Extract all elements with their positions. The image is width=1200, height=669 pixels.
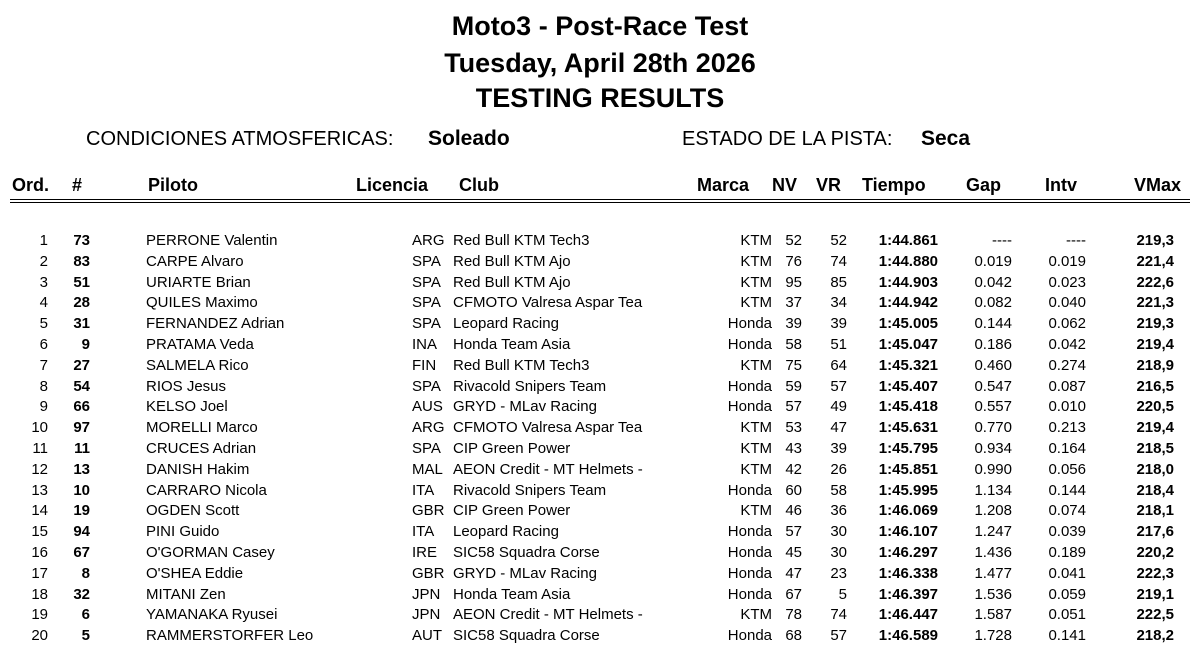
- cell-gap: 1.587: [974, 606, 1012, 624]
- header-rule-secondary: [10, 202, 1190, 203]
- cell-make: Honda: [727, 335, 772, 353]
- cell-number: 11: [74, 439, 90, 457]
- cell-intv: 0.059: [1048, 585, 1086, 603]
- cell-team: Red Bull KTM Tech3: [453, 232, 590, 249]
- cell-ord: 7: [39, 356, 48, 374]
- event-title: Moto3 - Post-Race Test: [451, 11, 749, 41]
- cell-nationality: MAL: [412, 460, 443, 478]
- header-number: #: [72, 175, 83, 195]
- cell-vr: 26: [830, 460, 847, 478]
- cell-number: 67: [73, 543, 90, 561]
- cell-gap: 0.547: [974, 377, 1012, 395]
- cell-intv: 0.010: [1048, 398, 1086, 416]
- cell-intv: 0.144: [1048, 481, 1086, 499]
- cell-rider: PERRONE Valentin: [146, 232, 278, 249]
- cell-nationality: GBR: [412, 502, 445, 520]
- cell-vr: 64: [830, 356, 847, 374]
- cell-rider: O'GORMAN Casey: [146, 543, 275, 561]
- cell-vr: 57: [830, 377, 847, 395]
- cell-ord: 15: [31, 523, 48, 541]
- cell-make: KTM: [740, 294, 772, 312]
- weather-label: CONDICIONES ATMOSFERICAS:: [86, 128, 394, 150]
- cell-time: 1:45.321: [878, 356, 938, 374]
- cell-vr: 23: [830, 564, 847, 582]
- cell-vmax: 222,6: [1136, 273, 1174, 291]
- track-label: ESTADO DE LA PISTA:: [682, 128, 893, 150]
- cell-team: AEON Credit - MT Helmets -: [453, 606, 643, 624]
- cell-make: KTM: [740, 460, 772, 478]
- cell-gap: 0.144: [974, 315, 1012, 333]
- cell-vr: 47: [830, 419, 847, 437]
- cell-intv: 0.056: [1048, 460, 1086, 478]
- cell-nationality: SPA: [412, 252, 441, 270]
- cell-rider: YAMANAKA Ryusei: [146, 606, 278, 624]
- cell-ord: 8: [39, 377, 48, 395]
- cell-vr: 51: [830, 335, 847, 353]
- cell-number: 73: [73, 232, 90, 249]
- table-row: [0, 543, 1200, 564]
- cell-number: 5: [81, 627, 90, 645]
- cell-vmax: 220,5: [1136, 398, 1174, 416]
- cell-time: 1:45.631: [878, 419, 938, 437]
- cell-make: KTM: [740, 232, 772, 249]
- cell-vmax: 217,6: [1136, 523, 1174, 541]
- cell-gap: 1.134: [974, 481, 1012, 499]
- cell-rider: KELSO Joel: [146, 398, 228, 416]
- header-ord: Ord.: [12, 175, 50, 195]
- cell-time: 1:45.851: [878, 460, 938, 478]
- cell-vmax: 218,2: [1136, 627, 1174, 645]
- cell-gap: 1.477: [974, 564, 1012, 582]
- cell-number: 32: [73, 585, 90, 603]
- cell-intv: 0.074: [1048, 502, 1086, 520]
- cell-rider: QUILES Maximo: [146, 294, 258, 312]
- cell-make: Honda: [727, 627, 772, 645]
- cell-nv: 37: [785, 294, 802, 312]
- cell-number: 94: [73, 523, 90, 541]
- cell-vmax: 216,5: [1136, 377, 1174, 395]
- cell-vr: 74: [830, 252, 847, 270]
- cell-nv: 60: [785, 481, 802, 499]
- cell-nationality: SPA: [412, 377, 441, 395]
- cell-team: Leopard Racing: [453, 523, 559, 541]
- table-row: [0, 626, 1200, 647]
- cell-intv: 0.023: [1048, 273, 1086, 291]
- header-vr: VR: [816, 175, 842, 195]
- table-row: [0, 273, 1200, 294]
- cell-ord: 13: [31, 481, 48, 499]
- cell-vr: 36: [830, 502, 847, 520]
- cell-vr: 57: [830, 627, 847, 645]
- cell-vmax: 219,3: [1136, 232, 1174, 249]
- cell-team: CIP Green Power: [453, 502, 571, 520]
- cell-number: 10: [73, 481, 90, 499]
- cell-nv: 58: [785, 335, 802, 353]
- cell-time: 1:45.047: [878, 335, 938, 353]
- cell-make: KTM: [740, 439, 772, 457]
- cell-team: Red Bull KTM Ajo: [453, 273, 571, 291]
- cell-time: 1:44.880: [878, 252, 938, 270]
- cell-nationality: SPA: [412, 294, 441, 312]
- cell-time: 1:44.861: [878, 232, 938, 249]
- table-row: [0, 522, 1200, 543]
- cell-make: KTM: [740, 606, 772, 624]
- table-row: [0, 252, 1200, 273]
- cell-gap: 0.082: [974, 294, 1012, 312]
- cell-time: 1:46.589: [878, 627, 938, 645]
- cell-vmax: 218,1: [1136, 502, 1174, 520]
- cell-ord: 6: [39, 335, 48, 353]
- cell-number: 6: [81, 606, 90, 624]
- table-row: [0, 418, 1200, 439]
- header-time: Tiempo: [862, 175, 926, 195]
- cell-rider: PINI Guido: [146, 523, 220, 541]
- cell-team: AEON Credit - MT Helmets -: [453, 460, 643, 478]
- cell-intv: 0.042: [1048, 335, 1086, 353]
- cell-gap: 0.460: [974, 356, 1012, 374]
- cell-vr: 30: [830, 543, 847, 561]
- cell-nationality: IRE: [412, 543, 438, 561]
- cell-rider: CARPE Alvaro: [146, 252, 244, 270]
- cell-nationality: GBR: [412, 564, 445, 582]
- cell-number: 83: [73, 252, 90, 270]
- cell-time: 1:45.418: [878, 398, 938, 416]
- cell-gap: 1.247: [974, 523, 1012, 541]
- cell-rider: SALMELA Rico: [146, 356, 249, 374]
- cell-gap: 0.042: [974, 273, 1012, 291]
- cell-vr: 85: [830, 273, 847, 291]
- cell-intv: 0.087: [1048, 377, 1086, 395]
- table-row: [0, 293, 1200, 314]
- cell-rider: RIOS Jesus: [146, 377, 227, 395]
- table-row: [0, 397, 1200, 418]
- cell-nationality: SPA: [412, 315, 441, 333]
- cell-nationality: INA: [412, 335, 438, 353]
- cell-make: Honda: [727, 315, 772, 333]
- table-row: [0, 605, 1200, 626]
- cell-rider: CARRARO Nicola: [146, 481, 267, 499]
- cell-number: 27: [73, 356, 90, 374]
- cell-nv: 57: [785, 523, 802, 541]
- table-row: [0, 356, 1200, 377]
- cell-ord: 19: [31, 606, 48, 624]
- table-row: [0, 564, 1200, 585]
- cell-nv: 45: [785, 543, 802, 561]
- cell-gap: 1.728: [974, 627, 1012, 645]
- cell-nationality: FIN: [412, 356, 437, 374]
- cell-number: 54: [73, 377, 90, 395]
- header-vmax: VMax: [1134, 175, 1182, 195]
- cell-vr: 30: [830, 523, 847, 541]
- cell-time: 1:45.795: [878, 439, 938, 457]
- cell-ord: 16: [31, 543, 48, 561]
- cell-nationality: ITA: [412, 481, 435, 499]
- cell-nv: 46: [785, 502, 802, 520]
- cell-nationality: JPN: [412, 585, 441, 603]
- cell-vmax: 221,3: [1136, 294, 1174, 312]
- cell-time: 1:45.407: [878, 377, 938, 395]
- cell-ord: 17: [31, 564, 48, 582]
- cell-rider: RAMMERSTORFER Leo: [146, 627, 314, 645]
- cell-number: 28: [73, 294, 90, 312]
- cell-nv: 47: [785, 564, 802, 582]
- cell-nv: 59: [785, 377, 802, 395]
- cell-vr: 39: [830, 315, 847, 333]
- cell-intv: 0.274: [1048, 356, 1086, 374]
- cell-time: 1:46.297: [878, 543, 938, 561]
- cell-make: Honda: [727, 585, 772, 603]
- cell-nationality: SPA: [412, 439, 441, 457]
- cell-number: 66: [73, 398, 90, 416]
- cell-number: 19: [73, 502, 90, 520]
- cell-vmax: 218,5: [1136, 439, 1174, 457]
- cell-team: CFMOTO Valresa Aspar Tea: [453, 419, 643, 437]
- cell-team: Red Bull KTM Ajo: [453, 252, 571, 270]
- cell-rider: O'SHEA Eddie: [146, 564, 244, 582]
- cell-team: Red Bull KTM Tech3: [453, 356, 590, 374]
- table-row: [0, 585, 1200, 606]
- cell-team: SIC58 Squadra Corse: [453, 627, 600, 645]
- cell-vmax: 219,1: [1136, 585, 1174, 603]
- cell-rider: FERNANDEZ Adrian: [146, 315, 285, 333]
- cell-team: Leopard Racing: [453, 315, 559, 333]
- cell-number: 97: [73, 419, 90, 437]
- cell-time: 1:45.005: [878, 315, 938, 333]
- cell-nv: 75: [785, 356, 802, 374]
- header-rider: Piloto: [148, 175, 198, 195]
- cell-time: 1:44.942: [878, 294, 938, 312]
- cell-nv: 67: [785, 585, 802, 603]
- cell-vr: 5: [838, 585, 847, 603]
- cell-gap: 1.208: [974, 502, 1012, 520]
- cell-team: Honda Team Asia: [453, 335, 571, 353]
- cell-intv: 0.041: [1048, 564, 1086, 582]
- cell-ord: 10: [31, 419, 48, 437]
- cell-ord: 18: [31, 585, 48, 603]
- cell-nv: 43: [785, 439, 802, 457]
- cell-rider: CRUCES Adrian: [146, 439, 257, 457]
- cell-gap: 0.557: [974, 398, 1012, 416]
- cell-rider: PRATAMA Veda: [146, 335, 254, 353]
- cell-make: Honda: [727, 398, 772, 416]
- cell-vmax: 219,4: [1136, 335, 1174, 353]
- cell-vmax: 221,4: [1136, 252, 1174, 270]
- table-row: [0, 501, 1200, 522]
- table-row: [0, 335, 1200, 356]
- cell-nv: 78: [785, 606, 802, 624]
- track-value: Seca: [921, 127, 971, 150]
- cell-vmax: 220,2: [1136, 543, 1174, 561]
- cell-number: 9: [81, 335, 90, 353]
- header-gap: Gap: [966, 175, 1002, 195]
- cell-ord: 2: [39, 252, 48, 270]
- cell-time: 1:46.447: [878, 606, 938, 624]
- table-row: [0, 481, 1200, 502]
- cell-nv: 68: [785, 627, 802, 645]
- cell-nv: 52: [785, 232, 802, 249]
- cell-nationality: AUT: [412, 627, 442, 645]
- cell-time: 1:45.995: [878, 481, 938, 499]
- cell-ord: 14: [31, 502, 48, 520]
- table-row: [0, 439, 1200, 460]
- cell-intv: 0.019: [1048, 252, 1086, 270]
- cell-make: Honda: [727, 481, 772, 499]
- cell-rider: DANISH Hakim: [146, 460, 250, 478]
- cell-intv: 0.039: [1048, 523, 1086, 541]
- cell-ord: 20: [31, 627, 48, 645]
- cell-ord: 4: [39, 294, 48, 312]
- weather-value: Soleado: [428, 127, 510, 150]
- cell-nv: 57: [785, 398, 802, 416]
- cell-time: 1:46.397: [878, 585, 938, 603]
- cell-make: KTM: [740, 502, 772, 520]
- cell-nationality: AUS: [412, 398, 443, 416]
- cell-ord: 12: [31, 460, 48, 478]
- table-row: [0, 314, 1200, 335]
- cell-nv: 76: [785, 252, 802, 270]
- cell-make: KTM: [740, 419, 772, 437]
- cell-make: KTM: [740, 252, 772, 270]
- cell-rider: MITANI Zen: [146, 585, 226, 603]
- cell-number: 51: [73, 273, 90, 291]
- cell-team: GRYD - MLav Racing: [453, 564, 597, 582]
- cell-nationality: ARG: [412, 419, 445, 437]
- cell-vr: 52: [830, 232, 847, 249]
- cell-make: Honda: [727, 377, 772, 395]
- cell-rider: OGDEN Scott: [146, 502, 240, 520]
- header-make: Marca: [697, 175, 750, 195]
- document-title: TESTING RESULTS: [475, 83, 725, 113]
- table-row: [0, 231, 1200, 252]
- cell-nationality: ARG: [412, 232, 445, 249]
- cell-intv: 0.189: [1048, 543, 1086, 561]
- cell-nationality: JPN: [412, 606, 441, 624]
- cell-time: 1:46.107: [878, 523, 938, 541]
- cell-team: SIC58 Squadra Corse: [453, 543, 600, 561]
- table-row: [0, 377, 1200, 398]
- cell-gap: 0.934: [974, 439, 1012, 457]
- cell-vmax: 219,3: [1136, 315, 1174, 333]
- cell-make: Honda: [727, 523, 772, 541]
- cell-vmax: 222,3: [1136, 564, 1174, 582]
- cell-vr: 74: [830, 606, 847, 624]
- cell-ord: 5: [39, 315, 48, 333]
- cell-vr: 39: [830, 439, 847, 457]
- cell-vmax: 218,0: [1136, 460, 1174, 478]
- cell-time: 1:44.903: [878, 273, 938, 291]
- cell-vmax: 219,4: [1136, 419, 1174, 437]
- cell-intv: 0.141: [1048, 627, 1086, 645]
- cell-vmax: 218,4: [1136, 481, 1174, 499]
- cell-gap: 0.770: [974, 419, 1012, 437]
- cell-intv: 0.062: [1048, 315, 1086, 333]
- cell-intv: 0.164: [1048, 439, 1086, 457]
- cell-ord: 9: [39, 398, 48, 416]
- cell-number: 31: [73, 315, 90, 333]
- cell-nv: 53: [785, 419, 802, 437]
- cell-vr: 58: [830, 481, 847, 499]
- cell-gap: 0.186: [974, 335, 1012, 353]
- cell-rider: MORELLI Marco: [146, 419, 258, 437]
- cell-time: 1:46.338: [878, 564, 938, 582]
- header-rule: [10, 199, 1190, 200]
- cell-nv: 42: [785, 460, 802, 478]
- cell-intv: 0.040: [1048, 294, 1086, 312]
- cell-gap: 0.019: [974, 252, 1012, 270]
- cell-intv: 0.051: [1048, 606, 1086, 624]
- header-nv: NV: [772, 175, 798, 195]
- cell-intv: 0.213: [1048, 419, 1086, 437]
- cell-vmax: 218,9: [1136, 356, 1174, 374]
- cell-team: CIP Green Power: [453, 439, 571, 457]
- cell-nv: 39: [785, 315, 802, 333]
- cell-gap: 1.436: [974, 543, 1012, 561]
- cell-team: Honda Team Asia: [453, 585, 571, 603]
- cell-team: Rivacold Snipers Team: [453, 377, 607, 395]
- cell-gap: 1.536: [974, 585, 1012, 603]
- header-licence: Licencia: [356, 175, 429, 195]
- cell-ord: 3: [39, 273, 48, 291]
- cell-gap: ----: [992, 232, 1012, 249]
- results-table: [0, 231, 1200, 647]
- cell-gap: 0.990: [974, 460, 1012, 478]
- cell-vr: 34: [830, 294, 847, 312]
- cell-make: Honda: [727, 543, 772, 561]
- cell-ord: 1: [39, 232, 48, 249]
- cell-rider: URIARTE Brian: [146, 273, 251, 291]
- cell-vmax: 222,5: [1136, 606, 1174, 624]
- cell-make: Honda: [727, 564, 772, 582]
- cell-make: KTM: [740, 356, 772, 374]
- cell-ord: 11: [32, 439, 48, 457]
- cell-time: 1:46.069: [878, 502, 938, 520]
- table-row: [0, 460, 1200, 481]
- cell-team: CFMOTO Valresa Aspar Tea: [453, 294, 643, 312]
- cell-make: KTM: [740, 273, 772, 291]
- event-date: Tuesday, April 28th 2026: [444, 48, 756, 78]
- cell-number: 13: [73, 460, 90, 478]
- cell-nv: 95: [785, 273, 802, 291]
- cell-team: GRYD - MLav Racing: [453, 398, 597, 416]
- header-club: Club: [459, 175, 499, 195]
- cell-nationality: SPA: [412, 273, 441, 291]
- cell-intv: ----: [1066, 232, 1086, 249]
- header-intv: Intv: [1045, 175, 1078, 195]
- cell-number: 8: [81, 564, 90, 582]
- cell-vr: 49: [830, 398, 847, 416]
- cell-nationality: ITA: [412, 523, 435, 541]
- cell-team: Rivacold Snipers Team: [453, 481, 607, 499]
